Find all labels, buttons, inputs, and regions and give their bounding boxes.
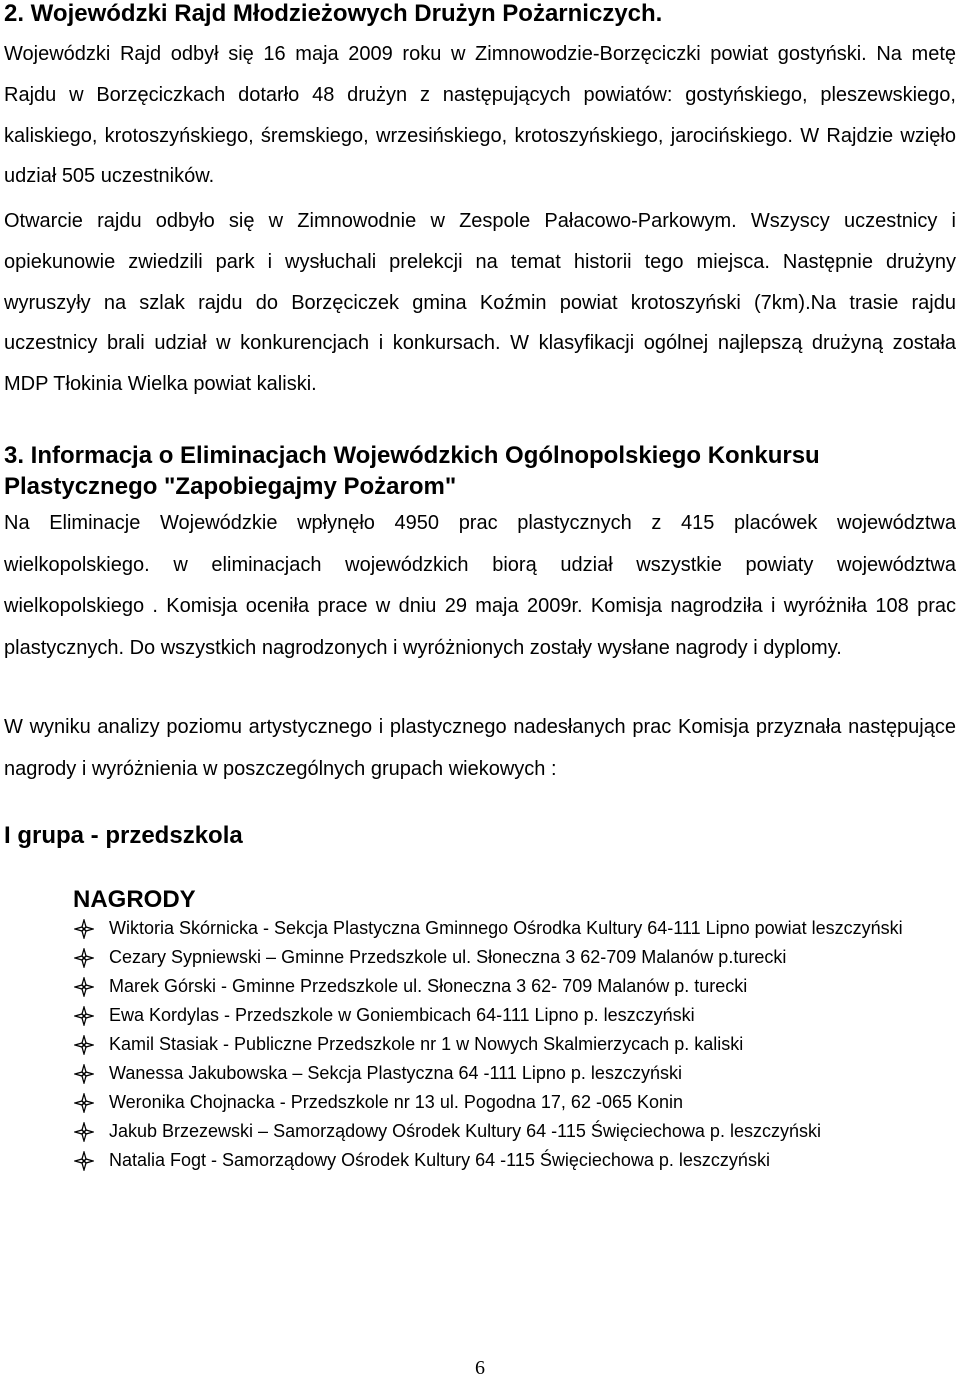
award-item-text: Cezary Sypniewski – Gminne Przedszkole ul. Słoneczna 3 62-709 Malanów p.turecki — [109, 947, 787, 967]
awards-list — [0, 914, 960, 1175]
award-item-text: Weronika Chojnacka - Przedszkole nr 13 ul. Pogodna 17, 62 -065 Konin — [109, 1092, 684, 1112]
award-item-text: Ewa Kordylas - Przedszkole w Goniembicach 64-111 Lipno p. leszczyński — [109, 1005, 695, 1025]
diamond-bullet-icon — [74, 977, 94, 997]
diamond-bullet-icon — [74, 1035, 94, 1055]
award-item — [0, 1001, 949, 1030]
page-number: 6 — [475, 1357, 485, 1379]
award-item — [0, 1117, 949, 1146]
section-3-paragraph-2: W wyniku analizy poziomu artystycznego i plastycznego nadesłanych prac Komisja przyznała następujące nagrody i wyróżnienia w poszczególnych grupach wiekowych : — [4, 716, 956, 780]
award-item — [0, 943, 949, 972]
award-item — [0, 1146, 949, 1175]
diamond-bullet-icon — [74, 919, 94, 939]
section-3-heading: 3. Informacja o Eliminacjach Wojewódzkich Ogólnopolskiego Konkursu Plastycznego "Zapobiegajmy Pożarom" — [4, 442, 820, 500]
diamond-bullet-icon — [74, 1093, 94, 1113]
award-item — [0, 1030, 949, 1059]
diamond-bullet-icon — [74, 1064, 94, 1084]
section-2-paragraph-1: Wojewódzki Rajd odbył się 16 maja 2009 roku w Zimnowodzie-Borzęciczki powiat gostyński. Na metę Rajdu w Borzęciczkach dotarło 48 drużyn z następujących powiatów: gostyńskiego, pleszewskiego, kaliskiego, krotoszyńskiego, śremskiego, wrzesińskiego, krotoszyńskiego, jarocińskiego. W Rajdzie wzięło udział 505 uczestników. — [4, 43, 956, 188]
award-item-text: Marek Górski - Gminne Przedszkole ul. Słoneczna 3 62- 709 Malanów p. turecki — [109, 976, 748, 996]
award-item — [0, 972, 949, 1001]
group-title: I grupa - przedszkola — [4, 822, 243, 849]
award-item-text: Kamil Stasiak - Publiczne Przedszkole nr 1 w Nowych Skalmierzycach p. kaliski — [109, 1034, 744, 1054]
diamond-bullet-icon — [74, 1151, 94, 1171]
award-item-text: Natalia Fogt - Samorządowy Ośrodek Kultury 64 -115 Święciechowa p. leszczyński — [109, 1150, 770, 1170]
diamond-bullet-icon — [74, 1122, 94, 1142]
awards-label: NAGRODY — [73, 886, 196, 913]
diamond-bullet-icon — [74, 948, 94, 968]
award-item — [0, 1059, 949, 1088]
award-item — [0, 1088, 949, 1117]
award-item-text: Wiktoria Skórnicka - Sekcja Plastyczna Gminnego Ośrodka Kultury 64-111 Lipno powiat leszczyński — [109, 918, 903, 938]
award-item — [0, 914, 949, 943]
diamond-bullet-icon — [74, 1006, 94, 1026]
section-3-paragraph-1: Na Eliminacje Wojewódzkie wpłynęło 4950 prac plastycznych z 415 placówek województwa wielkopolskiego. w eliminacjach wojewódzkich biorą udział wszystkie powiaty województwa wielkopolskiego . Komisja oceniła prace w dniu 29 maja 2009r. Komisja nagrodziła i wyróżniła 108 prac plastycznych. Do wszystkich nagrodzonych i wyróżnionych zostały wysłane nagrody i dyplomy. — [4, 512, 956, 659]
section-2-paragraph-2: Otwarcie rajdu odbyło się w Zimnowodnie w Zespole Pałacowo-Parkowym. Wszyscy uczestnicy i opiekunowie zwiedzili park i wysłuchali prelekcji na temat historii tego miejsca. Następnie drużyny wyruszyły na szlak rajdu do Borzęciczek gmina Koźmin powiat krotoszyński (7km).Na trasie rajdu uczestnicy brali udział w konkurencjach i konkursach. W klasyfikacji ogólnej najlepszą drużyną została MDP Tłokinia Wielka powiat kaliski. — [4, 210, 956, 396]
award-item-text: Jakub Brzezewski – Samorządowy Ośrodek Kultury 64 -115 Święciechowa p. leszczyński — [109, 1121, 821, 1141]
section-2-heading: 2. Wojewódzki Rajd Młodzieżowych Drużyn Pożarniczych. — [4, 0, 663, 27]
award-item-text: Wanessa Jakubowska – Sekcja Plastyczna 64 -111 Lipno p. leszczyński — [109, 1063, 682, 1083]
